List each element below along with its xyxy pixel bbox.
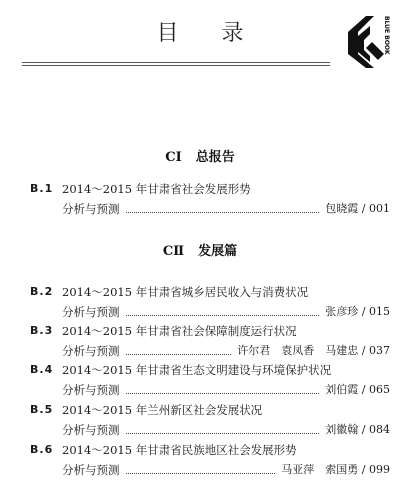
page-title: 目 录: [156, 21, 262, 46]
toc-entry[interactable]: [30, 180, 390, 218]
entry-title: 2014～2015 年甘肃省城乡居民收入与消费状况: [62, 285, 309, 299]
toc-entry[interactable]: [30, 441, 390, 479]
logo-text-label: BLUE BOOK: [383, 16, 390, 55]
dot-leader: [126, 433, 320, 434]
entry-code: B.3: [30, 324, 54, 337]
section-title: 总报告: [195, 150, 235, 165]
toc-entry[interactable]: [30, 283, 390, 321]
title-divider: [22, 62, 330, 63]
toc-entry[interactable]: [30, 361, 390, 399]
dot-leader: [126, 354, 232, 355]
entry-subtitle: 分析与预测: [62, 463, 120, 477]
section-number: ⅭⅡ: [162, 244, 185, 259]
entry-code: B.6: [30, 443, 54, 456]
dot-leader: [126, 473, 276, 474]
dot-leader: [126, 393, 320, 394]
logo-text: [380, 16, 392, 57]
dot-leader: [126, 212, 320, 213]
entry-subtitle: 分析与预测: [62, 423, 120, 437]
entry-subtitle: 分析与预测: [62, 202, 120, 216]
section-title: 发展篇: [198, 244, 238, 259]
entry-author-page: 许尔君 袁凤香 马建忠 / 037: [237, 344, 390, 357]
entry-author-page: 马亚萍 索国勇 / 099: [281, 463, 390, 476]
entry-title: 2014～2015 年甘肃省民族地区社会发展形势: [62, 443, 297, 457]
entry-code: B.2: [30, 285, 54, 298]
section-heading-1: [0, 146, 400, 165]
entry-title: 2014～2015 年甘肃省社会发展形势: [62, 182, 251, 196]
toc-entry[interactable]: [30, 322, 390, 360]
title-divider-lower: [22, 65, 330, 66]
section-number: ⅭⅠ: [165, 150, 182, 165]
entry-subtitle: 分析与预测: [62, 383, 120, 397]
entry-author-page: 刘伯霞 / 065: [325, 383, 390, 396]
entry-author-page: 张彦珍 / 015: [325, 305, 390, 318]
entry-code: B.5: [30, 403, 54, 416]
section-heading-2: [0, 240, 400, 259]
entry-title: 2014～2015 年兰州新区社会发展状况: [62, 403, 263, 417]
toc-entry[interactable]: [30, 401, 390, 439]
entry-title: 2014～2015 年甘肃省社会保障制度运行状况: [62, 324, 297, 338]
entry-author-page: 刘徽翰 / 084: [325, 423, 390, 436]
dot-leader: [126, 315, 320, 316]
entry-title: 2014～2015 年甘肃省生态文明建设与环境保护状况: [62, 363, 332, 377]
entry-author-page: 包晓霞 / 001: [325, 202, 390, 215]
entry-code: B.4: [30, 363, 54, 376]
entry-subtitle: 分析与预测: [62, 344, 120, 358]
entry-subtitle: 分析与预测: [62, 305, 120, 319]
entry-code: B.1: [30, 182, 54, 195]
